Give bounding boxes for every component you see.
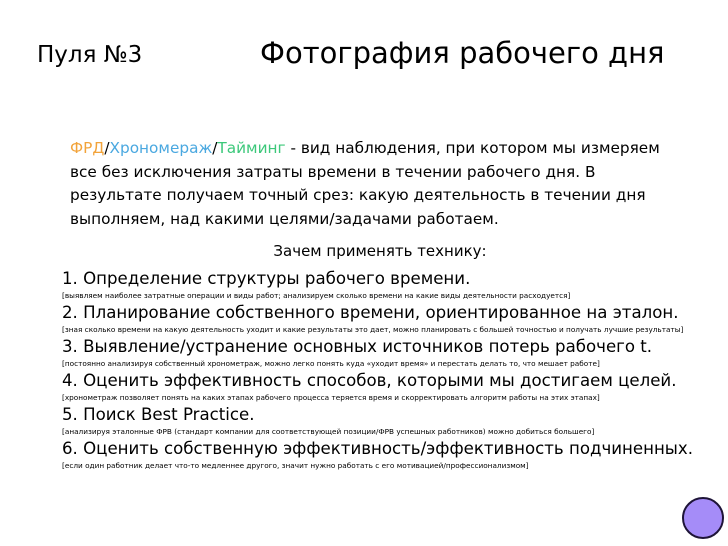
item-note: [зная сколько времени на какую деятельность уходит и какие результаты это дает, можно планировать с большей точностью и получать лучшие результаты]	[62, 325, 684, 334]
item-note: [если один работник делает что-то медленнее другого, значит нужно работать с его мотивацией/профессионализмом]	[62, 461, 529, 470]
slide-title: Фотография рабочего дня	[260, 36, 665, 70]
item-title: 3. Выявление/устранение основных источников потерь рабочего t.	[62, 337, 653, 356]
term-timing: Тайминг	[217, 139, 286, 157]
item-title: 5. Поиск Best Practice.	[62, 405, 255, 424]
term-frd: ФРД	[70, 139, 105, 157]
intro-paragraph	[70, 137, 690, 231]
item-note: [анализируя эталонные ФРВ (стандарт компании для соответствующей позиции/ФРВ успешных работников) можно добиться большего]	[62, 427, 595, 436]
slide-tag: Пуля №3	[37, 42, 143, 68]
intro-text: - вид наблюдения, при котором мы измеряем все без исключения затраты времени в течении рабочего дня. В результате получаем точный срез: какую деятельность в течении дня выполняем, над какими целями/задачами работаем.	[70, 139, 660, 228]
item-title: 2. Планирование собственного времени, ориентированное на эталон.	[62, 303, 679, 322]
list-item	[62, 336, 722, 370]
list-item	[62, 268, 722, 302]
list-item	[62, 438, 722, 472]
separator: /	[212, 139, 218, 157]
item-note: [постоянно анализируя собственный хронометраж, можно легко понять куда «уходит время» и перестать делать то, что мешает работе]	[62, 359, 600, 368]
item-title: 6. Оценить собственную эффективность/эффективность подчиненных.	[62, 439, 693, 458]
item-title: 1. Определение структуры рабочего времени.	[62, 269, 471, 288]
list-item	[62, 370, 722, 404]
list-item	[62, 302, 722, 336]
item-note: [выявляем наиболее затратные операции и виды работ; анализируем сколько времени на какие виды деятельности расходуется]	[62, 291, 571, 300]
term-khronomerazh: Хрономераж	[109, 139, 213, 157]
circle-decoration-icon	[682, 497, 724, 539]
why-heading: Зачем применять технику:	[273, 242, 487, 260]
list-item	[62, 404, 722, 438]
separator: /	[104, 139, 110, 157]
item-note: [хронометраж позволяет понять на каких этапах рабочего процесса теряется время и скорректировать алгоритм работы на этих этапах]	[62, 393, 600, 402]
item-title: 4. Оценить эффективность способов, которыми мы достигаем целей.	[62, 371, 677, 390]
reasons-list	[62, 268, 722, 472]
